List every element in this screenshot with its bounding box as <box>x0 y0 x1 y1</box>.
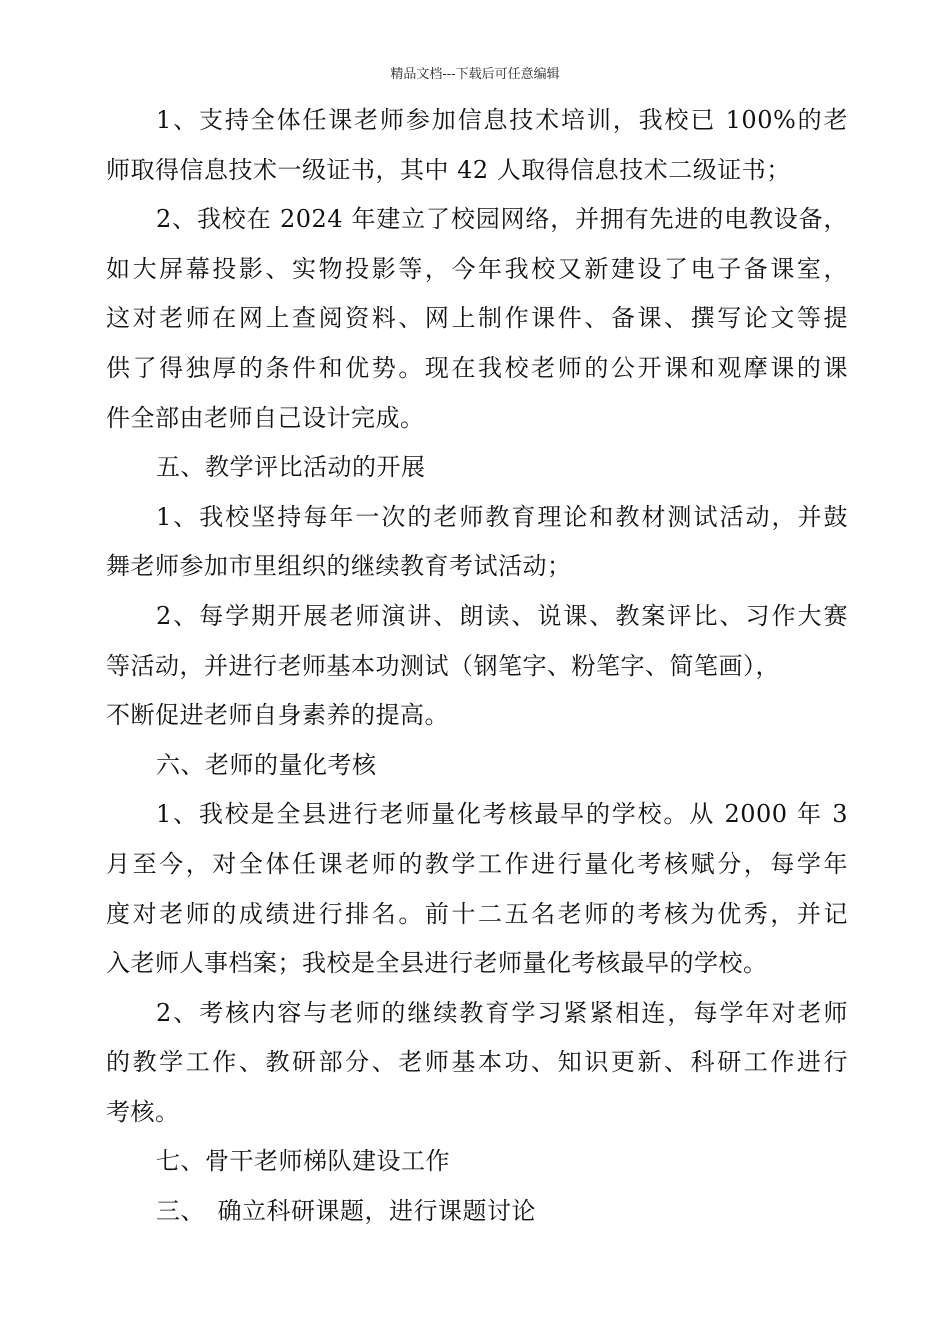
paragraph-line: 1、我校坚持每年一次的老师教育理论和教材测试活动，并鼓 <box>156 502 848 531</box>
paragraph-line: 师取得信息技术一级证书，其中 42 人取得信息技术二级证书； <box>106 155 791 184</box>
paragraph-line: 舞老师参加市里组织的继续教育考试活动； <box>106 552 572 581</box>
page-header: 精品文档---下载后可任意编辑 <box>390 67 560 82</box>
paragraph-line: 度对老师的成绩进行排名。前十二五名老师的考核为优秀，并记 <box>106 899 848 928</box>
paragraph-line: 2、我校在 2024 年建立了校园网络，并拥有先进的电教设备， <box>156 205 848 234</box>
paragraph-line: 1、我校是全县进行老师量化考核最早的学校。从 2000 年 3 <box>156 800 848 829</box>
paragraph-line: 等活动，并进行老师基本功测试（钢笔字、粉笔字、简笔画）， <box>106 651 780 680</box>
document-body <box>106 96 848 1237</box>
paragraph-line: 供了得独厚的条件和优势。现在我校老师的公开课和观摩课的课 <box>106 353 848 382</box>
paragraph-line: 入老师人事档案；我校是全县进行老师量化考核最早的学校。 <box>106 949 768 978</box>
paragraph-line: 2、每学期开展老师演讲、朗读、说课、教案评比、习作大赛 <box>156 601 848 630</box>
paragraph-line: 月至今，对全体任课老师的教学工作进行量化考核赋分，每学年 <box>106 849 848 878</box>
section-heading: 六、老师的量化考核 <box>156 750 377 779</box>
section-heading: 七、骨干老师梯队建设工作 <box>156 1147 450 1176</box>
paragraph-line: 考核。 <box>106 1097 180 1126</box>
section-heading: 五、教学评比活动的开展 <box>156 453 426 482</box>
paragraph-line: 件全部由老师自己设计完成。 <box>106 403 425 432</box>
paragraph-line: 这对老师在网上查阅资料、网上制作课件、备课、撰写论文等提 <box>106 304 848 333</box>
section-heading: 三、 确立科研课题，进行课题讨论 <box>156 1197 536 1226</box>
paragraph-line: 如大屏幕投影、实物投影等，今年我校又新建设了电子备课室， <box>106 254 848 283</box>
paragraph-line: 2、考核内容与老师的继续教育学习紧紧相连，每学年对老师 <box>156 998 848 1027</box>
paragraph-line: 的教学工作、教研部分、老师基本功、知识更新、科研工作进行 <box>106 1048 848 1077</box>
paragraph-line: 不断促进老师自身素养的提高。 <box>106 701 449 730</box>
paragraph-line: 1、支持全体任课老师参加信息技术培训，我校已 100%的老 <box>156 106 848 134</box>
